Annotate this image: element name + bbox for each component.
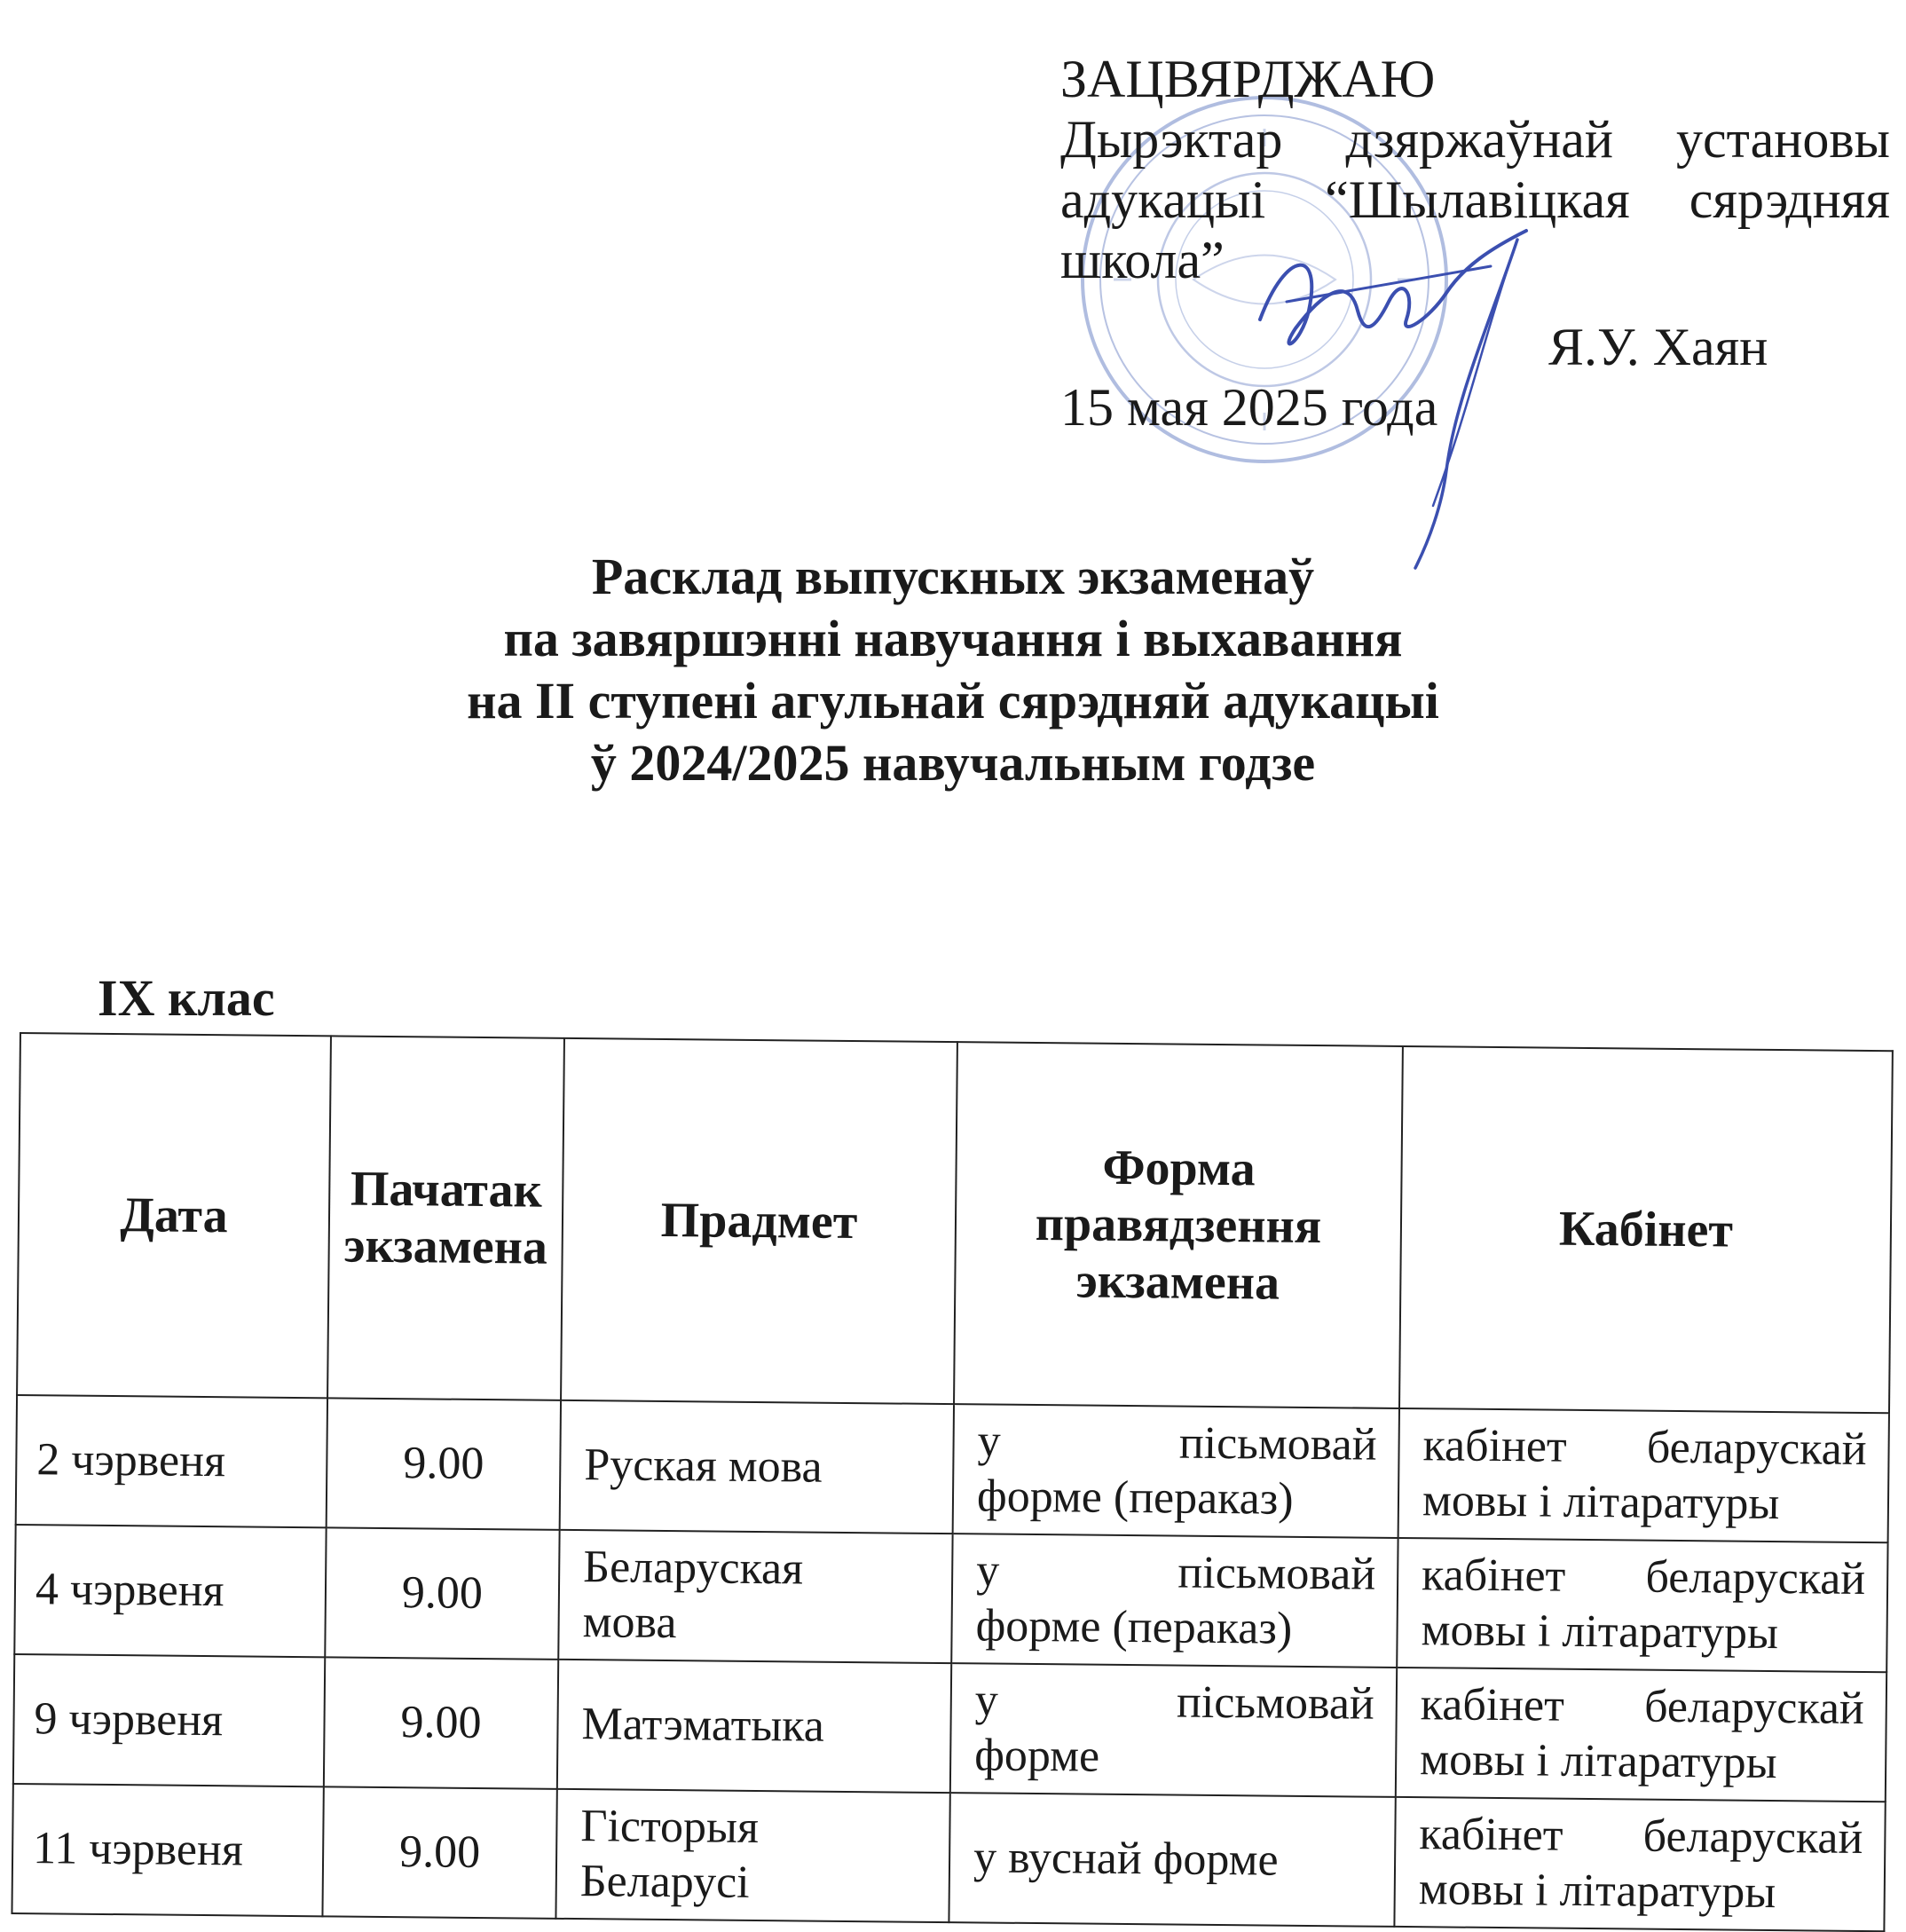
cell-form: у пісьмовай форме (пераказ) (951, 1534, 1398, 1668)
position-word: “Шылавіцкая (1325, 170, 1630, 229)
title-line-3: на II ступені агульнай сярэдняй адукацыі (467, 672, 1439, 729)
approval-block (1060, 49, 1890, 437)
table-row (12, 1784, 1885, 1931)
position-word: адукацыі (1060, 170, 1266, 229)
table-row (13, 1654, 1886, 1802)
cell-subject: Матэматыка (557, 1660, 951, 1793)
cell-start: 9.00 (322, 1786, 556, 1919)
header-form: Форма правядзення экзамена (954, 1042, 1403, 1408)
table-header-row (17, 1033, 1893, 1413)
approval-heading: ЗАЦВЯРДЖАЮ (1060, 50, 1436, 108)
table-row (14, 1525, 1887, 1672)
title-line-1: Расклад выпускных экзаменаў (591, 548, 1315, 605)
cell-subject: Беларуская мова (558, 1530, 952, 1663)
cell-room: кабінет беларускай мовы і літаратуры (1394, 1797, 1885, 1931)
header-date: Дата (17, 1033, 331, 1398)
cell-form: у пісьмовай форме (950, 1663, 1397, 1797)
director-name: Я.У. Хаян (1548, 318, 1768, 376)
title-line-2: па завяршэнні навучання і выхавання (503, 610, 1403, 667)
director-position-line-3: школа” (1060, 231, 1225, 289)
cell-subject: Руская мова (560, 1400, 954, 1534)
cell-date: 2 чэрвеня (16, 1395, 327, 1527)
header-subject: Прадмет (561, 1038, 957, 1404)
class-label: IX клас (98, 969, 275, 1027)
position-word: установы (1676, 110, 1890, 169)
position-word: сярэдняя (1689, 170, 1890, 229)
cell-date: 11 чэрвеня (12, 1784, 323, 1916)
cell-date: 4 чэрвеня (14, 1525, 326, 1657)
cell-start: 9.00 (324, 1657, 558, 1789)
title-line-4: ў 2024/2025 навучальным годзе (590, 734, 1316, 792)
director-position-line-1 (1060, 109, 1890, 170)
cell-start: 9.00 (325, 1527, 559, 1660)
document-title (0, 546, 1906, 794)
exam-schedule-table (11, 1032, 1893, 1932)
cell-room: кабінет беларускай мовы і літаратуры (1397, 1538, 1887, 1672)
cell-form: у пісьмовай форме (пераказ) (953, 1404, 1399, 1538)
director-position-line-2 (1060, 170, 1890, 230)
header-room: Кабінет (1399, 1046, 1893, 1413)
header-start: Пачатак экзамена (327, 1036, 564, 1400)
cell-room: кабінет беларускай мовы і літаратуры (1398, 1408, 1889, 1542)
cell-date: 9 чэрвеня (13, 1654, 325, 1786)
position-word: дзяржаўнай (1345, 110, 1613, 169)
table-row (16, 1395, 1889, 1542)
approval-date: 15 мая 2025 года (1060, 378, 1438, 437)
position-word: Дырэктар (1060, 110, 1283, 169)
cell-room: кабінет беларускай мовы і літаратуры (1396, 1668, 1886, 1802)
cell-subject: Гісторыя Беларусі (555, 1789, 949, 1922)
cell-form: у вуснай форме (949, 1793, 1395, 1927)
cell-start: 9.00 (327, 1398, 561, 1530)
